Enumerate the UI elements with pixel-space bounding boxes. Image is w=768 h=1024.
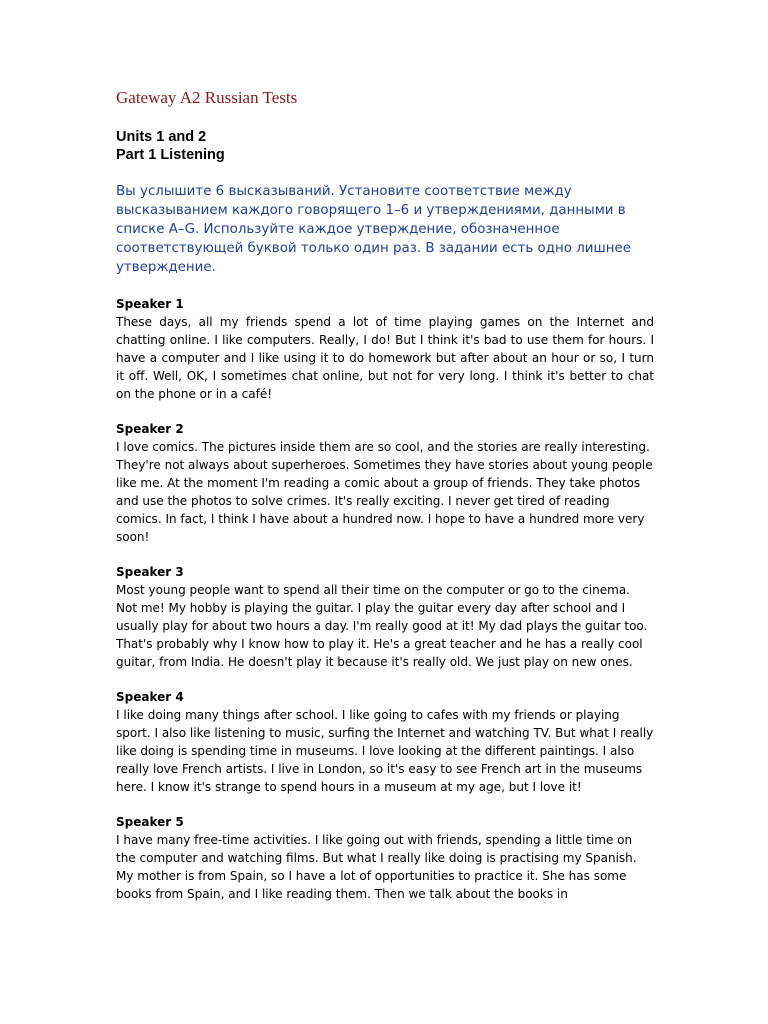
speaker-block-1	[116, 295, 654, 403]
speaker-name: Speaker 5	[116, 815, 184, 829]
speaker-block-2	[116, 420, 654, 546]
document-page	[116, 88, 654, 920]
speaker-block-4	[116, 688, 654, 796]
unit-heading: Units 1 and 2	[116, 129, 207, 145]
speaker-block-5	[116, 813, 654, 903]
speaker-transcript: I have many free-time activities. I like going out with friends, spending a little time on the computer and watching films. But what I really like doing is practising my Spanish. My mother is from Spain, so I have a lot of opportunities to practice it. She has some books from Spain, and I like reading them. Then we talk about the books in	[116, 833, 637, 901]
speaker-name: Speaker 3	[116, 565, 184, 579]
document-title: Gateway A2 Russian Tests	[116, 88, 298, 107]
speaker-transcript: These days, all my friends spend a lot of time playing games on the Internet and chatting online. I like computers. Really, I do! But I think it's bad to use them for hours. I have a computer and I like using it to do homework but after about an hour or so, I turn it off. Well, OK, I sometimes chat online, but not for very long. I think it's better to chat on the phone or in a café!	[116, 315, 654, 401]
speaker-name: Speaker 1	[116, 297, 184, 311]
speaker-transcript: I love comics. The pictures inside them are so cool, and the stories are really interesting. They're not always about superheroes. Sometimes they have stories about young people like me. At the moment I'm reading a comic about a group of friends. They take photos and use the photos to solve crimes. It's really exciting. I never get tired of reading comics. In fact, I think I have about a hundred now. I hope to have a hundred more very soon!	[116, 440, 653, 544]
task-instructions: Вы услышите 6 высказываний. Установите соответствие между высказыванием каждого говорящего 1–6 и утверждениями, данными в списке А–G. Используйте каждое утверждение, обозначенное соответствующей буквой только один раз. В задании есть одно лишнее утверждение.	[116, 184, 631, 275]
speaker-block-3	[116, 563, 654, 671]
speaker-transcript: I like doing many things after school. I like going to cafes with my friends or playing sport. I also like listening to music, surfing the Internet and watching TV. But what I really like doing is spending time in museums. I love looking at the different paintings. I also really love French artists. I live in London, so it's easy to see French art in the museums here. I know it's strange to spend hours in a museum at my age, but I love it!	[116, 708, 654, 794]
part-heading: Part 1 Listening	[116, 147, 225, 163]
speaker-transcript: Most young people want to spend all their time on the computer or go to the cinema. Not me! My hobby is playing the guitar. I play the guitar every day after school and I usually play for about two hours a day. I'm really good at it! My dad plays the guitar too. That's probably why I know how to play it. He's a great teacher and he has a really cool guitar, from India. He doesn't play it because it's really old. We just play on new ones.	[116, 583, 648, 669]
speaker-name: Speaker 2	[116, 422, 184, 436]
speaker-name: Speaker 4	[116, 690, 184, 704]
